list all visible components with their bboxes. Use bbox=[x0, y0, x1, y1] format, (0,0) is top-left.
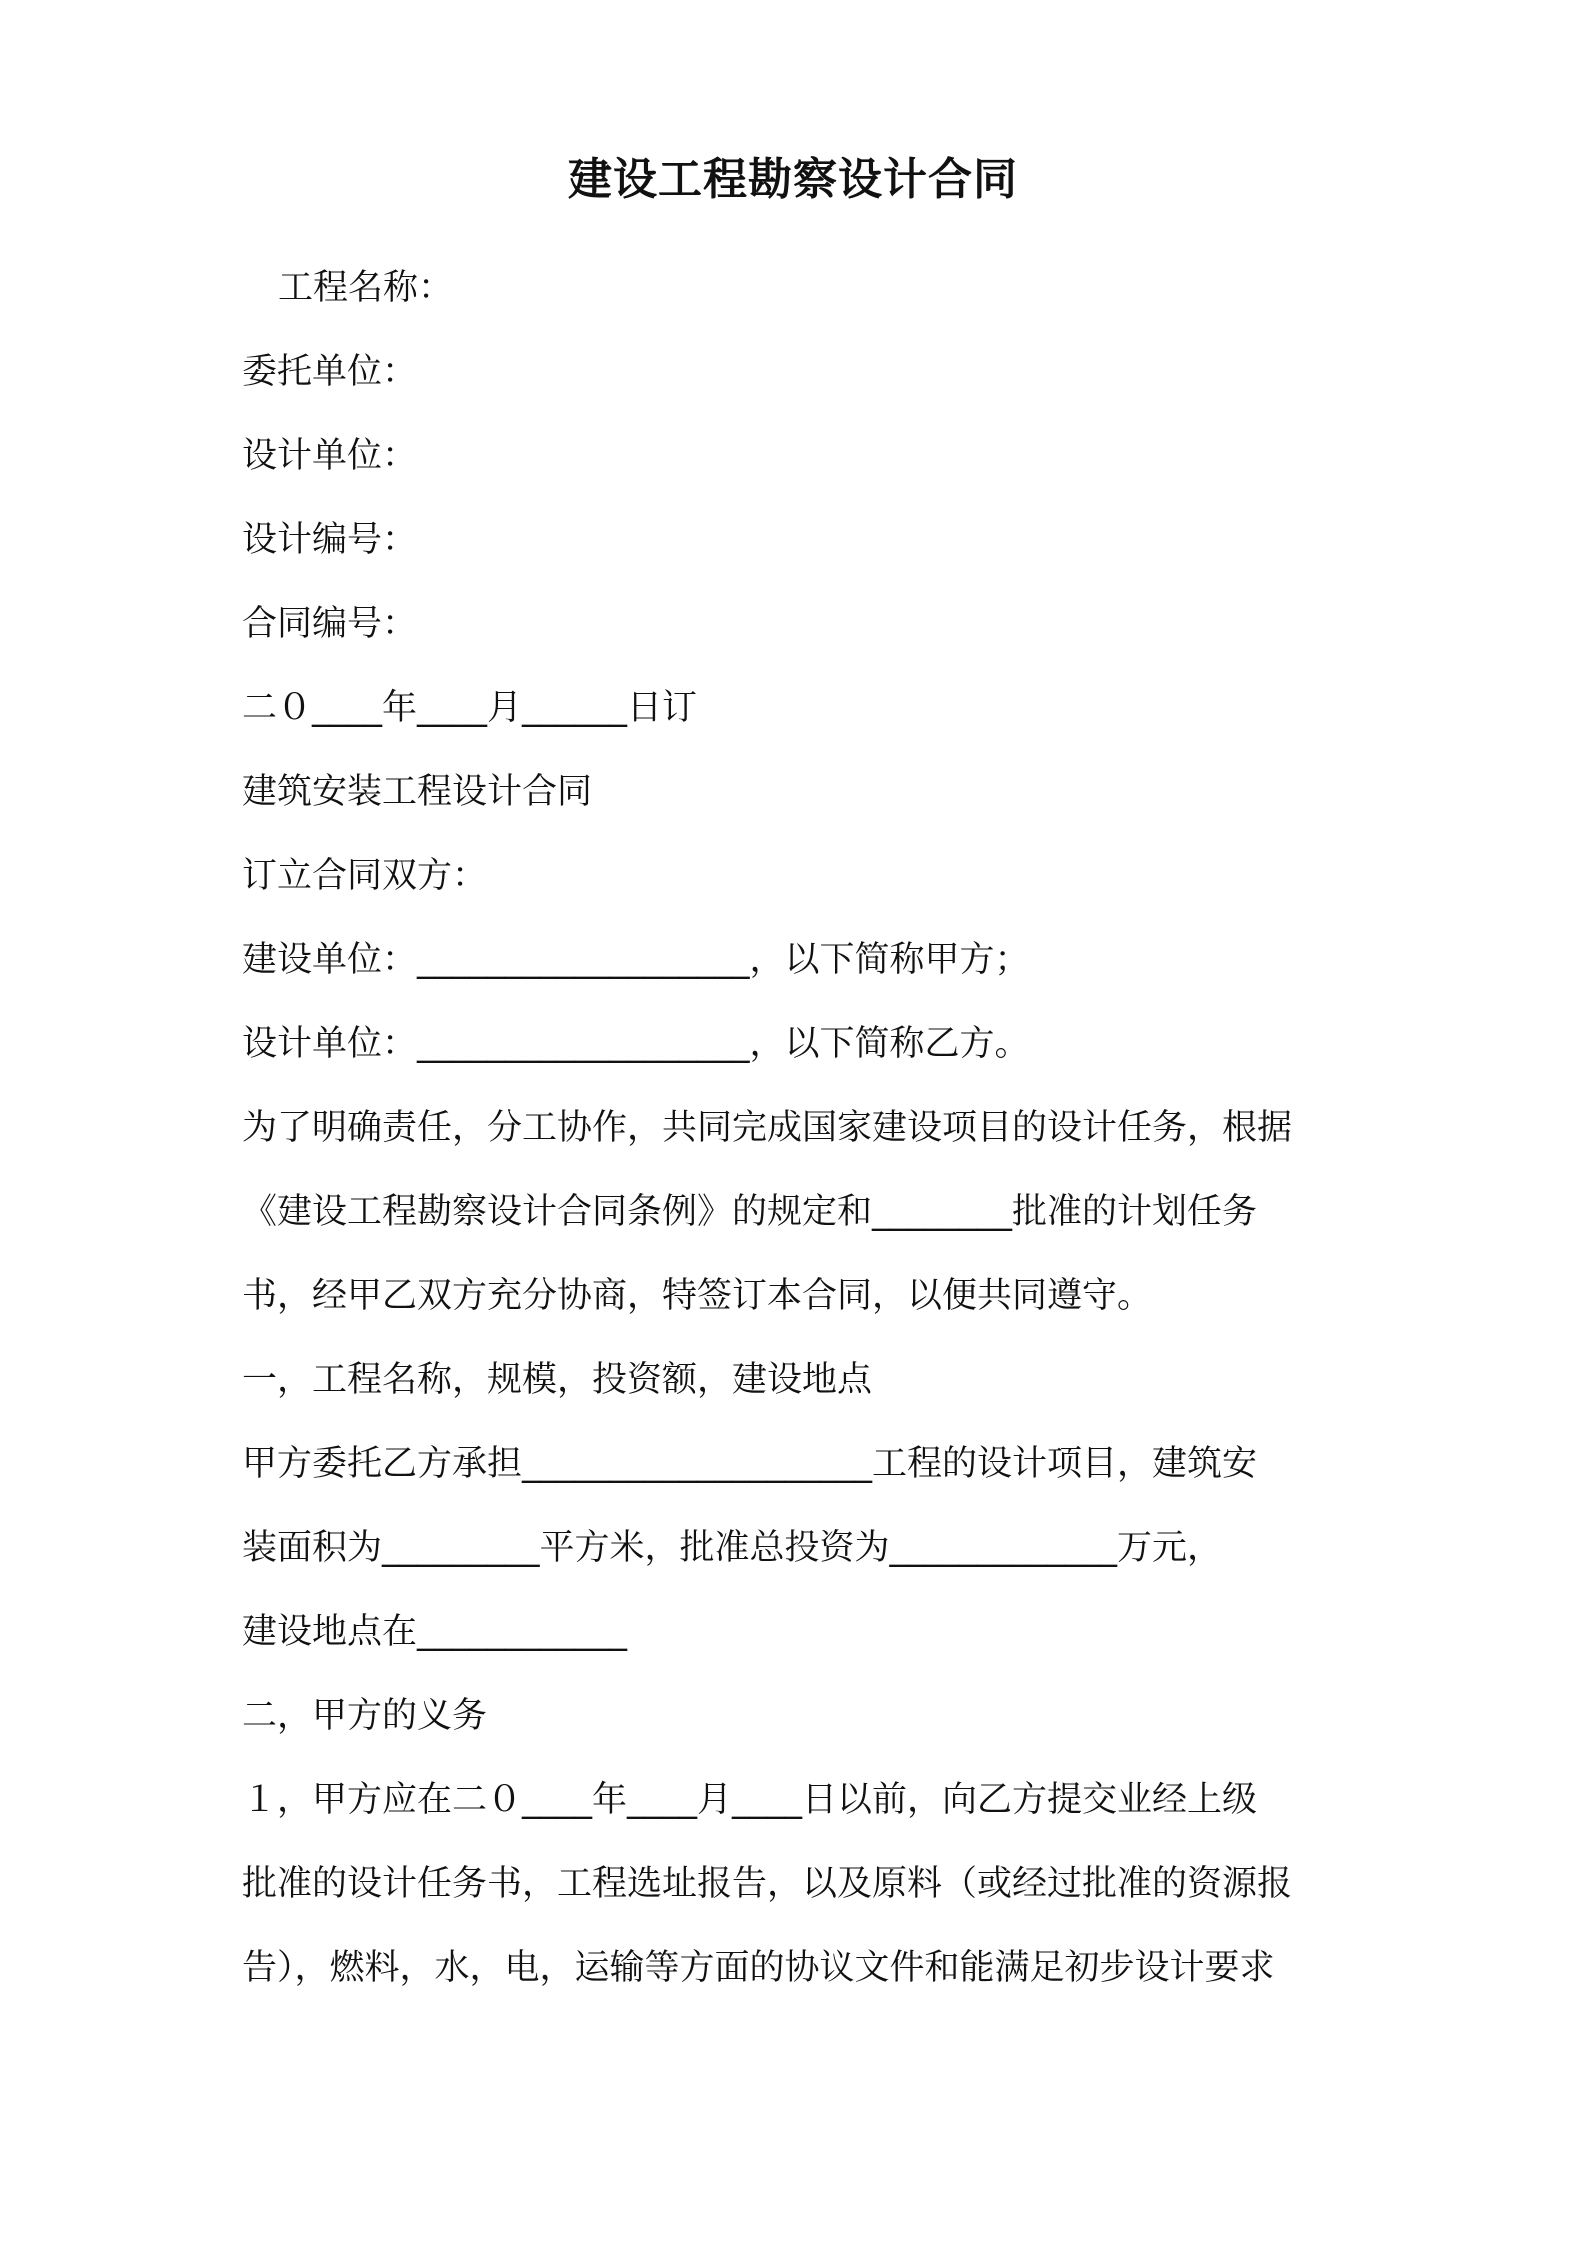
party-a-line: 建设单位：___________________，以下简称甲方； bbox=[242, 940, 1030, 980]
preamble-line: 《建设工程勘察设计合同条例》的规定和________批准的计划任务 bbox=[242, 1192, 1258, 1232]
clause-line: 批准的设计任务书，工程选址报告，以及原料（或经过批准的资源报 bbox=[242, 1864, 1293, 1904]
section-heading-1: 一，工程名称，规模，投资额，建设地点 bbox=[242, 1360, 873, 1400]
contract-subtitle: 建筑安装工程设计合同 bbox=[242, 772, 593, 812]
document-title: 建设工程勘察设计合同 bbox=[568, 154, 1018, 205]
section-1-line: 甲方委托乙方承担____________________工程的设计项目，建筑安 bbox=[242, 1444, 1258, 1484]
preamble-line: 为了明确责任，分工协作，共同完成国家建设项目的设计任务，根据 bbox=[242, 1108, 1293, 1148]
field-design-unit: 设计单位： bbox=[242, 436, 418, 476]
party-b-line: 设计单位：___________________，以下简称乙方。 bbox=[242, 1024, 1030, 1064]
signing-date: 二０____年____月______日订 bbox=[242, 688, 698, 728]
field-commissioning-unit: 委托单位： bbox=[242, 352, 418, 392]
field-design-number: 设计编号： bbox=[242, 520, 418, 560]
clause-line: 告），燃料，水，电，运输等方面的协议文件和能满足初步设计要求 bbox=[242, 1948, 1275, 1988]
preamble-line: 书，经甲乙双方充分协商，特签订本合同，以便共同遵守。 bbox=[242, 1276, 1153, 1316]
clause-line: １，甲方应在二０____年____月____日以前，向乙方提交业经上级 bbox=[242, 1780, 1258, 1820]
field-project-name: 工程名称： bbox=[278, 268, 454, 308]
contract-parties-heading: 订立合同双方： bbox=[242, 856, 488, 896]
section-1-line: 建设地点在____________ bbox=[242, 1612, 628, 1652]
field-contract-number: 合同编号： bbox=[242, 604, 418, 644]
section-1-line: 装面积为_________平方米，批准总投资为_____________万元， bbox=[242, 1528, 1223, 1568]
section-heading-2: 二，甲方的义务 bbox=[242, 1696, 488, 1736]
